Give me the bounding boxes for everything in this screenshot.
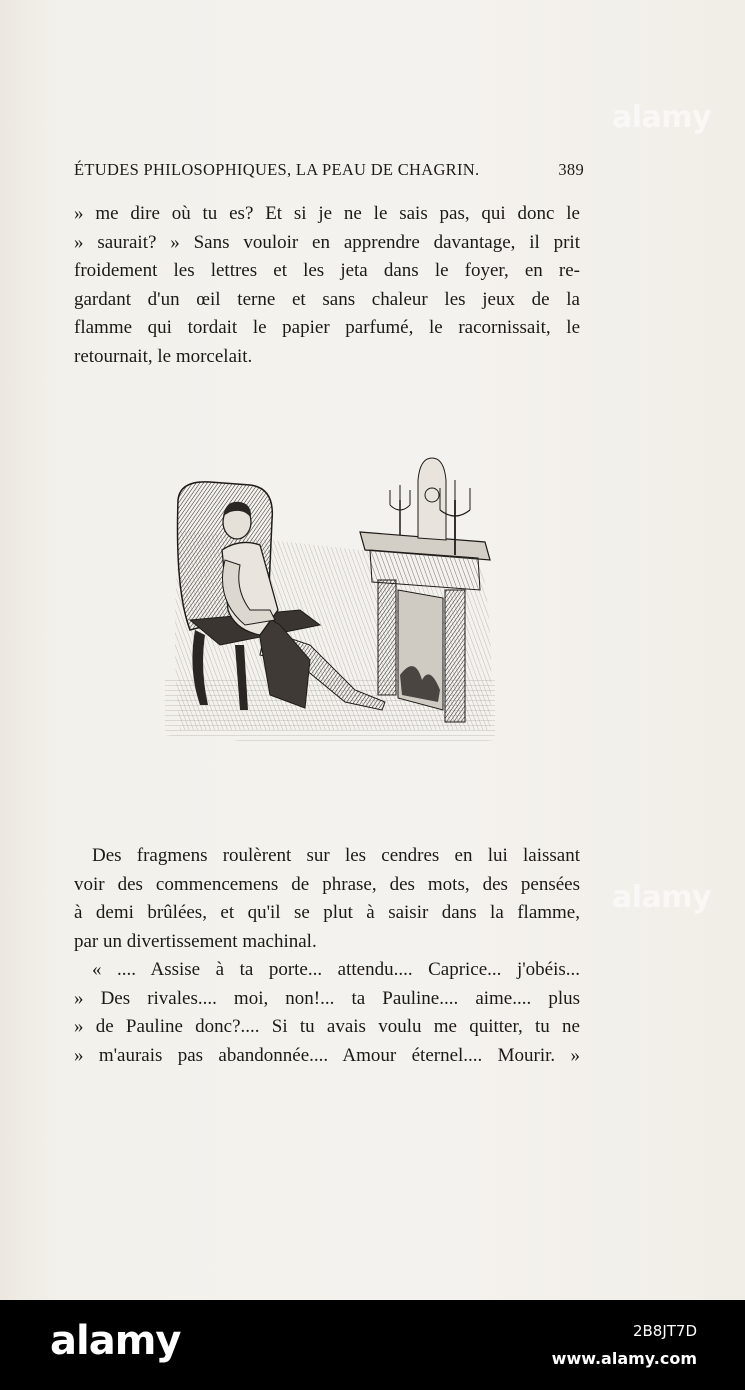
alamy-logo: alamy: [50, 1318, 181, 1364]
text-line: Des fragmens roulèrent sur les cendres en lui laissant: [92, 845, 580, 866]
text-line: retournait, le morcelait.: [74, 345, 253, 367]
text-line: à demi brûlées, et qu'il se plut à saisir dans la flamme,: [74, 902, 580, 924]
page-number: 389: [558, 160, 584, 179]
text-line: » de Pauline donc?.... Si tu avais voulu me quitter, tu ne: [74, 1016, 580, 1038]
text-line: froidement les lettres et les jeta dans le foyer, en re-: [74, 260, 580, 282]
text-line: flamme qui tordait le papier parfumé, le racornissait, le: [74, 317, 580, 339]
text-line: voir des commencemens de phrase, des mots, des pensées: [74, 873, 580, 895]
text-line: » m'aurais pas abandonnée.... Amour éternel.... Mourir. »: [74, 1044, 580, 1066]
running-title: ÉTUDES PHILOSOPHIQUES, LA PEAU DE CHAGRIN.: [74, 160, 480, 179]
text-line: gardant d'un œil terne et sans chaleur les jeux de la: [74, 288, 580, 310]
watermark: alamy: [612, 100, 712, 135]
text-line: « .... Assise à ta porte... attendu.... Caprice... j'obéis...: [92, 959, 580, 980]
paragraph-1: [74, 200, 580, 372]
image-id: 2B8JT7D: [632, 1322, 697, 1340]
text-line: » saurait? » Sans vouloir en apprendre davantage, il prit: [74, 231, 580, 253]
text-line: » me dire où tu es? Et si je ne le sais pas, qui donc le: [74, 203, 580, 224]
engraving-illustration: [160, 440, 500, 750]
watermark: alamy: [612, 880, 712, 915]
paragraph-3: [74, 956, 580, 1070]
paragraph-2: [74, 842, 580, 956]
text-line: par un divertissement machinal.: [74, 930, 317, 952]
text-line: » Des rivales.... moi, non!... ta Pauline.... aime.... plus: [74, 987, 580, 1009]
footer-url[interactable]: www.alamy.com: [551, 1349, 697, 1368]
